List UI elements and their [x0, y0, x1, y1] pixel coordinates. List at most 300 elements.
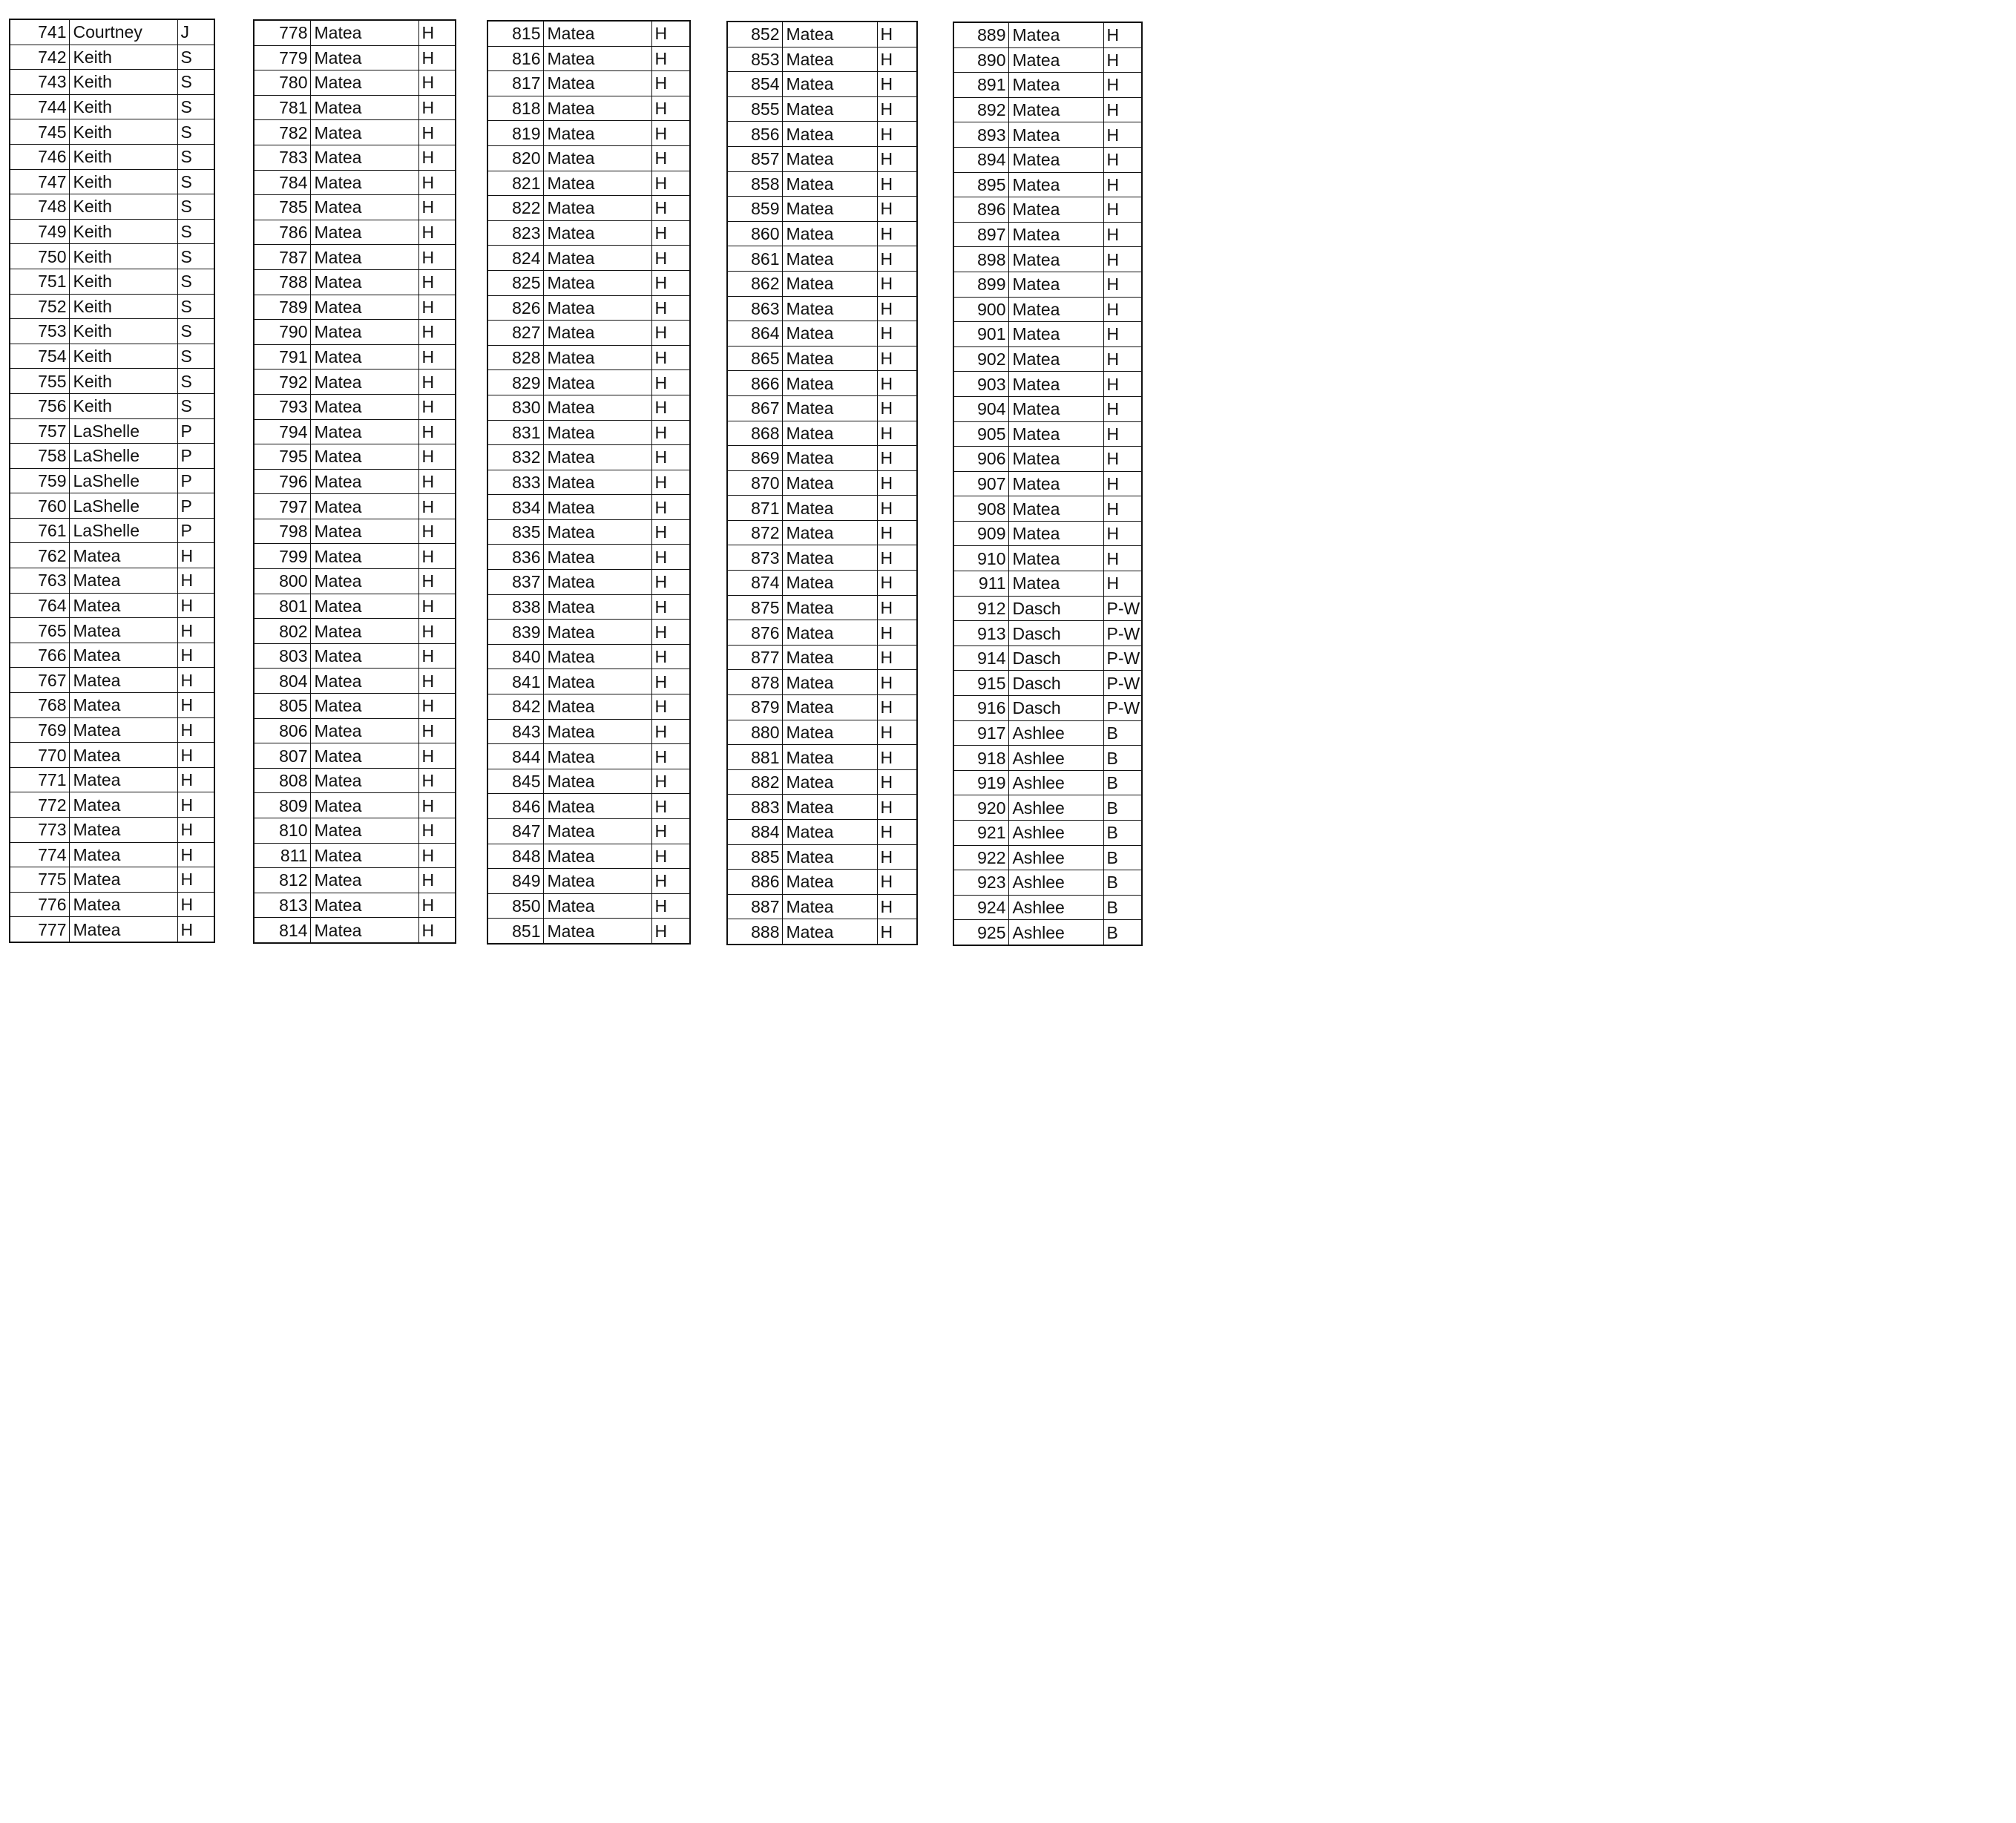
row-code-cell: H: [177, 568, 214, 594]
row-code-cell: H: [177, 917, 214, 942]
row-name-cell: Matea: [1008, 471, 1103, 496]
list-table-body: [727, 22, 917, 945]
table-row: [487, 644, 690, 669]
row-name-cell: Matea: [782, 197, 877, 222]
row-number-cell: 909: [953, 521, 1008, 546]
table-row: [727, 496, 917, 521]
row-code-cell: H: [418, 269, 456, 295]
row-number-cell: 823: [487, 220, 543, 246]
table-row: [727, 47, 917, 72]
row-number-cell: 767: [10, 668, 69, 693]
table-row: [487, 545, 690, 570]
row-code-cell: H: [877, 321, 917, 346]
row-number-cell: 792: [254, 369, 310, 395]
row-code-cell: H: [418, 20, 456, 45]
table-row: [254, 295, 456, 320]
row-name-cell: Matea: [69, 892, 177, 917]
row-code-cell: H: [418, 843, 456, 868]
table-row: [953, 73, 1142, 98]
table-row: [254, 170, 456, 195]
table-row: [254, 95, 456, 120]
row-name-cell: Matea: [310, 519, 418, 544]
row-name-cell: Dasch: [1008, 621, 1103, 646]
row-code-cell: H: [877, 894, 917, 919]
table-row: [727, 122, 917, 147]
row-number-cell: 789: [254, 295, 310, 320]
row-name-cell: Matea: [543, 794, 651, 819]
row-code-cell: H: [418, 95, 456, 120]
table-row: [10, 444, 214, 469]
row-number-cell: 765: [10, 618, 69, 643]
row-name-cell: Matea: [1008, 372, 1103, 397]
row-number-cell: 804: [254, 669, 310, 694]
row-code-cell: H: [651, 669, 690, 694]
row-code-cell: H: [418, 170, 456, 195]
table-row: [953, 821, 1142, 846]
row-code-cell: H: [877, 820, 917, 845]
row-name-cell: Matea: [1008, 73, 1103, 98]
row-code-cell: H: [1103, 247, 1142, 272]
row-code-cell: H: [418, 245, 456, 270]
row-code-cell: H: [877, 446, 917, 471]
row-code-cell: H: [877, 520, 917, 545]
table-row: [254, 718, 456, 743]
row-code-cell: H: [418, 569, 456, 594]
row-number-cell: 830: [487, 395, 543, 420]
row-number-cell: 784: [254, 170, 310, 195]
table-row: [727, 870, 917, 895]
row-code-cell: H: [877, 22, 917, 47]
row-name-cell: Matea: [782, 745, 877, 770]
row-number-cell: 853: [727, 47, 782, 72]
row-code-cell: H: [877, 720, 917, 745]
table-row: [10, 94, 214, 119]
row-number-cell: 794: [254, 419, 310, 444]
row-code-cell: H: [418, 868, 456, 893]
row-code-cell: H: [877, 670, 917, 695]
row-number-cell: 842: [487, 694, 543, 720]
row-name-cell: Matea: [782, 122, 877, 147]
table-row: [727, 271, 917, 296]
row-code-cell: H: [1103, 97, 1142, 122]
row-code-cell: H: [877, 470, 917, 496]
row-number-cell: 838: [487, 594, 543, 620]
row-name-cell: Matea: [782, 820, 877, 845]
table-row: [953, 346, 1142, 372]
row-name-cell: Matea: [782, 670, 877, 695]
row-number-cell: 826: [487, 295, 543, 321]
table-row: [487, 844, 690, 869]
row-number-cell: 851: [487, 919, 543, 944]
row-number-cell: 902: [953, 346, 1008, 372]
row-code-cell: H: [651, 21, 690, 46]
row-code-cell: H: [651, 893, 690, 919]
row-name-cell: Matea: [782, 695, 877, 720]
table-row: [254, 20, 456, 45]
table-row: [953, 447, 1142, 472]
row-code-cell: H: [651, 445, 690, 470]
row-code-cell: H: [418, 718, 456, 743]
row-code-cell: H: [651, 246, 690, 271]
row-name-cell: Matea: [543, 620, 651, 645]
row-number-cell: 831: [487, 420, 543, 445]
table-row: [727, 894, 917, 919]
row-code-cell: H: [418, 594, 456, 619]
row-code-cell: H: [418, 195, 456, 220]
row-name-cell: Matea: [310, 918, 418, 943]
row-name-cell: Matea: [543, 893, 651, 919]
row-number-cell: 764: [10, 593, 69, 618]
table-row: [254, 120, 456, 145]
table-row: [727, 595, 917, 620]
table-row: [10, 818, 214, 843]
row-number-cell: 818: [487, 96, 543, 121]
table-row: [953, 920, 1142, 945]
list-table-body: [487, 21, 690, 944]
table-row: [10, 543, 214, 568]
row-number-cell: 752: [10, 294, 69, 319]
row-name-cell: Matea: [543, 545, 651, 570]
row-name-cell: Matea: [782, 795, 877, 820]
row-number-cell: 891: [953, 73, 1008, 98]
row-name-cell: Matea: [782, 571, 877, 596]
table-row: [487, 869, 690, 894]
table-row: [254, 245, 456, 270]
row-name-cell: LaShelle: [69, 468, 177, 493]
row-name-cell: Keith: [69, 194, 177, 220]
row-name-cell: Matea: [310, 145, 418, 170]
list-table-body: [254, 20, 456, 943]
table-row: [10, 743, 214, 768]
row-name-cell: Matea: [782, 246, 877, 272]
row-code-cell: H: [877, 47, 917, 72]
row-number-cell: 840: [487, 644, 543, 669]
table-row: [10, 917, 214, 942]
row-number-cell: 829: [487, 370, 543, 395]
row-number-cell: 806: [254, 718, 310, 743]
table-row: [10, 319, 214, 344]
row-number-cell: 884: [727, 820, 782, 845]
row-name-cell: Matea: [543, 171, 651, 196]
table-row: [254, 394, 456, 419]
row-name-cell: Matea: [1008, 322, 1103, 347]
row-code-cell: H: [877, 122, 917, 147]
row-number-cell: 815: [487, 21, 543, 46]
row-code-cell: H: [418, 743, 456, 769]
row-name-cell: Keith: [69, 94, 177, 119]
row-name-cell: Matea: [543, 470, 651, 495]
row-code-cell: H: [418, 320, 456, 345]
row-code-cell: H: [651, 719, 690, 744]
row-name-cell: Matea: [310, 320, 418, 345]
row-number-cell: 786: [254, 220, 310, 245]
row-number-cell: 827: [487, 321, 543, 346]
row-number-cell: 788: [254, 269, 310, 295]
row-number-cell: 881: [727, 745, 782, 770]
row-name-cell: Ashlee: [1008, 821, 1103, 846]
row-code-cell: S: [177, 45, 214, 70]
row-code-cell: H: [877, 221, 917, 246]
row-code-cell: H: [651, 545, 690, 570]
row-code-cell: H: [651, 220, 690, 246]
row-name-cell: Matea: [782, 395, 877, 421]
row-number-cell: 871: [727, 496, 782, 521]
row-name-cell: Matea: [310, 195, 418, 220]
row-name-cell: Matea: [543, 196, 651, 221]
row-code-cell: H: [877, 844, 917, 870]
row-number-cell: 920: [953, 795, 1008, 821]
row-name-cell: Matea: [782, 221, 877, 246]
row-number-cell: 893: [953, 122, 1008, 148]
row-number-cell: 795: [254, 444, 310, 470]
row-number-cell: 911: [953, 571, 1008, 597]
row-number-cell: 776: [10, 892, 69, 917]
row-number-cell: 748: [10, 194, 69, 220]
row-code-cell: H: [418, 344, 456, 369]
row-number-cell: 750: [10, 244, 69, 269]
table-row: [487, 893, 690, 919]
table-row: [953, 845, 1142, 870]
row-number-cell: 773: [10, 818, 69, 843]
table-row: [727, 197, 917, 222]
row-number-cell: 741: [10, 19, 69, 45]
row-number-cell: 919: [953, 770, 1008, 795]
row-code-cell: B: [1103, 821, 1142, 846]
row-code-cell: H: [418, 643, 456, 669]
row-number-cell: 800: [254, 569, 310, 594]
table-row: [254, 843, 456, 868]
table-row: [254, 494, 456, 519]
row-code-cell: H: [177, 543, 214, 568]
table-row: [727, 520, 917, 545]
table-row: [487, 171, 690, 196]
row-number-cell: 922: [953, 845, 1008, 870]
table-row: [10, 892, 214, 917]
row-name-cell: Matea: [1008, 222, 1103, 247]
row-name-cell: Matea: [543, 844, 651, 869]
row-number-cell: 758: [10, 444, 69, 469]
row-code-cell: H: [418, 369, 456, 395]
row-code-cell: H: [877, 395, 917, 421]
row-name-cell: Matea: [310, 868, 418, 893]
row-code-cell: P: [177, 444, 214, 469]
row-name-cell: Matea: [1008, 496, 1103, 522]
row-number-cell: 761: [10, 518, 69, 543]
row-number-cell: 861: [727, 246, 782, 272]
row-code-cell: H: [1103, 372, 1142, 397]
row-name-cell: Matea: [782, 446, 877, 471]
table-row: [10, 593, 214, 618]
table-row: [953, 147, 1142, 172]
row-code-cell: H: [877, 346, 917, 371]
row-code-cell: H: [877, 795, 917, 820]
row-code-cell: S: [177, 144, 214, 169]
table-row: [487, 321, 690, 346]
row-name-cell: Matea: [310, 245, 418, 270]
row-code-cell: B: [1103, 920, 1142, 945]
row-name-cell: Matea: [1008, 197, 1103, 223]
row-name-cell: Matea: [1008, 247, 1103, 272]
row-number-cell: 862: [727, 271, 782, 296]
table-row: [254, 145, 456, 170]
row-number-cell: 880: [727, 720, 782, 745]
row-number-cell: 917: [953, 720, 1008, 746]
row-name-cell: Matea: [543, 321, 651, 346]
row-code-cell: B: [1103, 895, 1142, 920]
row-number-cell: 843: [487, 719, 543, 744]
row-number-cell: 905: [953, 421, 1008, 447]
row-number-cell: 807: [254, 743, 310, 769]
row-code-cell: H: [177, 892, 214, 917]
row-code-cell: H: [651, 145, 690, 171]
row-name-cell: Ashlee: [1008, 770, 1103, 795]
row-name-cell: Matea: [310, 295, 418, 320]
row-name-cell: Matea: [543, 96, 651, 121]
row-number-cell: 771: [10, 767, 69, 792]
row-code-cell: H: [418, 793, 456, 818]
row-code-cell: H: [418, 619, 456, 644]
row-number-cell: 785: [254, 195, 310, 220]
table-row: [727, 571, 917, 596]
table-row: [487, 794, 690, 819]
row-name-cell: Matea: [69, 693, 177, 718]
table-row: [953, 172, 1142, 197]
row-number-cell: 903: [953, 372, 1008, 397]
row-number-cell: 865: [727, 346, 782, 371]
table-row: [254, 619, 456, 644]
row-number-cell: 828: [487, 345, 543, 370]
row-number-cell: 745: [10, 119, 69, 145]
row-name-cell: Matea: [310, 843, 418, 868]
row-name-cell: Matea: [1008, 22, 1103, 47]
row-name-cell: Matea: [543, 594, 651, 620]
row-name-cell: Matea: [1008, 122, 1103, 148]
row-code-cell: S: [177, 119, 214, 145]
row-code-cell: H: [1103, 147, 1142, 172]
row-number-cell: 870: [727, 470, 782, 496]
row-number-cell: 877: [727, 645, 782, 670]
row-code-cell: H: [418, 145, 456, 170]
row-number-cell: 811: [254, 843, 310, 868]
row-code-cell: H: [651, 295, 690, 321]
table-row: [487, 769, 690, 794]
row-number-cell: 925: [953, 920, 1008, 945]
row-name-cell: Matea: [543, 21, 651, 46]
table-row: [254, 768, 456, 793]
row-number-cell: 766: [10, 643, 69, 668]
row-name-cell: Keith: [69, 393, 177, 418]
row-code-cell: H: [651, 71, 690, 96]
row-name-cell: Matea: [310, 45, 418, 70]
row-name-cell: Matea: [69, 917, 177, 942]
table-row: [254, 793, 456, 818]
table-row: [727, 296, 917, 321]
row-name-cell: Ashlee: [1008, 746, 1103, 771]
row-number-cell: 887: [727, 894, 782, 919]
row-code-cell: H: [877, 870, 917, 895]
row-name-cell: Matea: [1008, 47, 1103, 73]
row-name-cell: Matea: [310, 718, 418, 743]
row-code-cell: H: [177, 818, 214, 843]
row-name-cell: Matea: [543, 869, 651, 894]
row-code-cell: H: [1103, 496, 1142, 522]
row-code-cell: H: [418, 394, 456, 419]
row-name-cell: Matea: [310, 643, 418, 669]
row-code-cell: H: [1103, 197, 1142, 223]
table-row: [10, 70, 214, 95]
row-number-cell: 889: [953, 22, 1008, 47]
row-name-cell: Matea: [782, 421, 877, 446]
row-number-cell: 913: [953, 621, 1008, 646]
row-code-cell: P-W: [1103, 596, 1142, 621]
row-number-cell: 869: [727, 446, 782, 471]
table-row: [254, 444, 456, 470]
row-code-cell: H: [651, 620, 690, 645]
row-name-cell: Matea: [782, 520, 877, 545]
row-code-cell: H: [651, 869, 690, 894]
row-code-cell: H: [418, 419, 456, 444]
row-number-cell: 772: [10, 792, 69, 818]
row-name-cell: Matea: [310, 95, 418, 120]
row-name-cell: Matea: [310, 394, 418, 419]
row-code-cell: H: [418, 469, 456, 494]
row-number-cell: 743: [10, 70, 69, 95]
row-number-cell: 782: [254, 120, 310, 145]
row-number-cell: 790: [254, 320, 310, 345]
table-row: [254, 594, 456, 619]
row-name-cell: Ashlee: [1008, 845, 1103, 870]
row-name-cell: Matea: [1008, 571, 1103, 597]
table-row: [10, 842, 214, 867]
row-number-cell: 854: [727, 72, 782, 97]
row-name-cell: Matea: [782, 769, 877, 795]
table-row: [10, 468, 214, 493]
table-row: [953, 297, 1142, 322]
row-number-cell: 918: [953, 746, 1008, 771]
table-row: [254, 45, 456, 70]
table-row: [10, 693, 214, 718]
row-number-cell: 791: [254, 344, 310, 369]
table-row: [727, 720, 917, 745]
row-number-cell: 822: [487, 196, 543, 221]
row-number-cell: 817: [487, 71, 543, 96]
table-row: [487, 295, 690, 321]
row-code-cell: H: [177, 643, 214, 668]
row-code-cell: H: [1103, 122, 1142, 148]
row-code-cell: H: [651, 919, 690, 944]
row-name-cell: Matea: [69, 568, 177, 594]
row-number-cell: 839: [487, 620, 543, 645]
row-code-cell: H: [418, 694, 456, 719]
table-row: [254, 694, 456, 719]
row-name-cell: Matea: [69, 668, 177, 693]
table-row: [487, 819, 690, 844]
table-row: [953, 471, 1142, 496]
table-row: [254, 519, 456, 544]
row-code-cell: S: [177, 70, 214, 95]
row-name-cell: Matea: [69, 792, 177, 818]
row-name-cell: Matea: [310, 619, 418, 644]
row-number-cell: 796: [254, 469, 310, 494]
row-code-cell: H: [651, 594, 690, 620]
row-code-cell: P: [177, 418, 214, 444]
row-name-cell: Matea: [1008, 546, 1103, 571]
row-number-cell: 781: [254, 95, 310, 120]
row-number-cell: 820: [487, 145, 543, 171]
row-name-cell: Matea: [543, 769, 651, 794]
row-number-cell: 878: [727, 670, 782, 695]
table-row: [727, 919, 917, 945]
